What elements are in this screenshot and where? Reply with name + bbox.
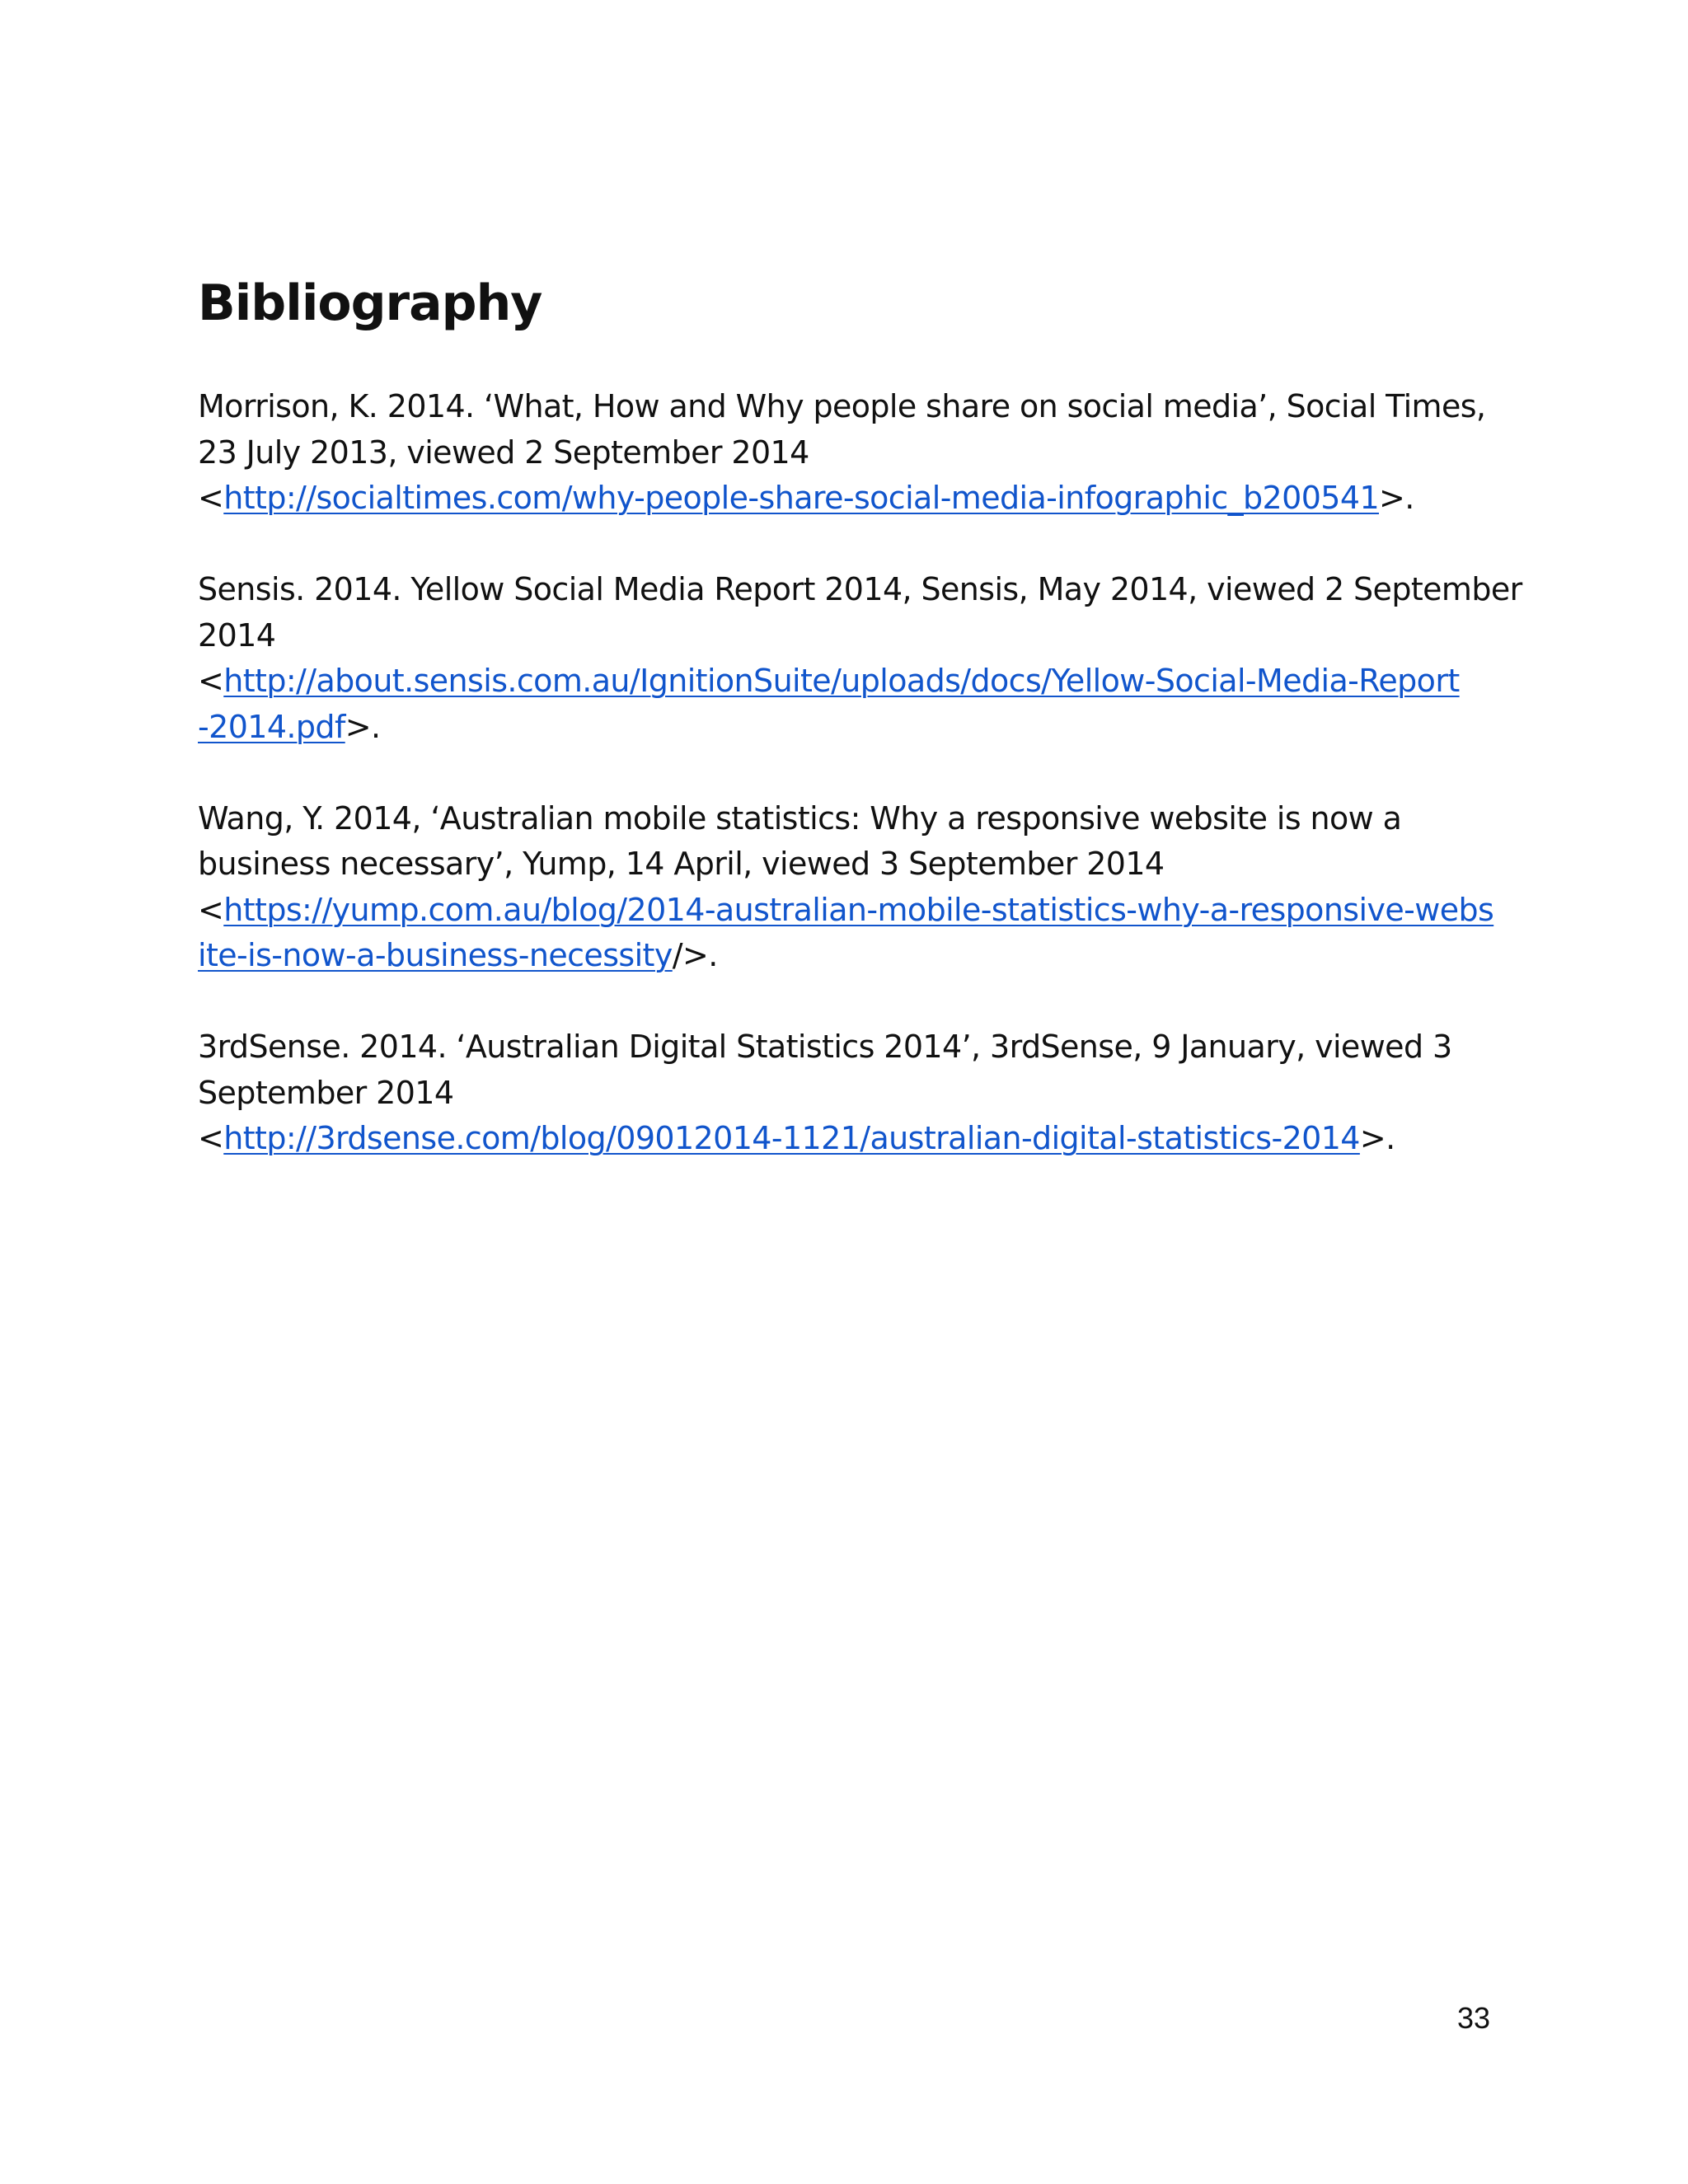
entry-line: 23 July 2013, viewed 2 September 2014 xyxy=(198,434,809,471)
entry-link-line xyxy=(198,705,1484,751)
bibliography-entry-sensis xyxy=(198,567,1522,750)
bibliography-entry-3rdsense xyxy=(198,1024,1484,1162)
entry-line: business necessary’, Yump, 14 April, viewed 3 September 2014 xyxy=(198,846,1165,882)
yump-link-continued[interactable]: ite-is-now-a-business-necessity xyxy=(198,937,673,973)
entry-link-line xyxy=(198,476,1484,522)
bibliography-list xyxy=(198,384,1522,1162)
link-open-bracket: < xyxy=(198,1120,224,1156)
entry-link-line xyxy=(198,1116,1484,1162)
entry-line: 2014 xyxy=(198,616,276,654)
link-close: />. xyxy=(672,937,718,973)
entry-line: September 2014 xyxy=(198,1074,454,1111)
entry-link-line xyxy=(198,658,1484,705)
entry-link-line xyxy=(198,888,1494,934)
link-open-bracket: < xyxy=(198,663,224,699)
page-number: 33 xyxy=(1456,2001,1490,2035)
entry-link-line xyxy=(198,933,1484,979)
page-content xyxy=(198,264,1522,1207)
sensis-report-link-continued[interactable]: -2014.pdf xyxy=(198,708,345,745)
link-close: >. xyxy=(1359,1120,1395,1156)
link-open-bracket: < xyxy=(198,480,224,516)
socialtimes-link[interactable]: http://socialtimes.com/why-people-share-social-media-infographic_b200541 xyxy=(223,480,1380,516)
3rdsense-link[interactable]: http://3rdsense.com/blog/09012014-1121/australian-digital-statistics-2014 xyxy=(223,1120,1360,1156)
entry-line: Morrison, K. 2014. ‘What, How and Why people share on social media’, Social Times, xyxy=(198,388,1486,424)
entry-line: 3rdSense. 2014. ‘Australian Digital Statistics 2014’, 3rdSense, 9 January, viewed 3 xyxy=(198,1029,1452,1065)
bibliography-entry-morrison xyxy=(198,384,1484,522)
entry-line: Sensis. 2014. Yellow Social Media Report 2014, Sensis, May 2014, viewed 2 September xyxy=(198,571,1522,607)
page-title: Bibliography xyxy=(198,274,542,332)
entry-line: Wang, Y. 2014, ‘Australian mobile statistics: Why a responsive website is now a xyxy=(198,799,1402,837)
link-close: >. xyxy=(345,708,381,745)
link-open-bracket: < xyxy=(198,891,224,928)
sensis-report-link[interactable]: http://about.sensis.com.au/IgnitionSuite/uploads/docs/Yellow-Social-Media-Report xyxy=(223,663,1460,699)
bibliography-entry-wang xyxy=(198,796,1494,979)
link-close: >. xyxy=(1379,480,1414,516)
yump-link[interactable]: https://yump.com.au/blog/2014-australian-mobile-statistics-why-a-responsive-webs xyxy=(223,891,1494,928)
